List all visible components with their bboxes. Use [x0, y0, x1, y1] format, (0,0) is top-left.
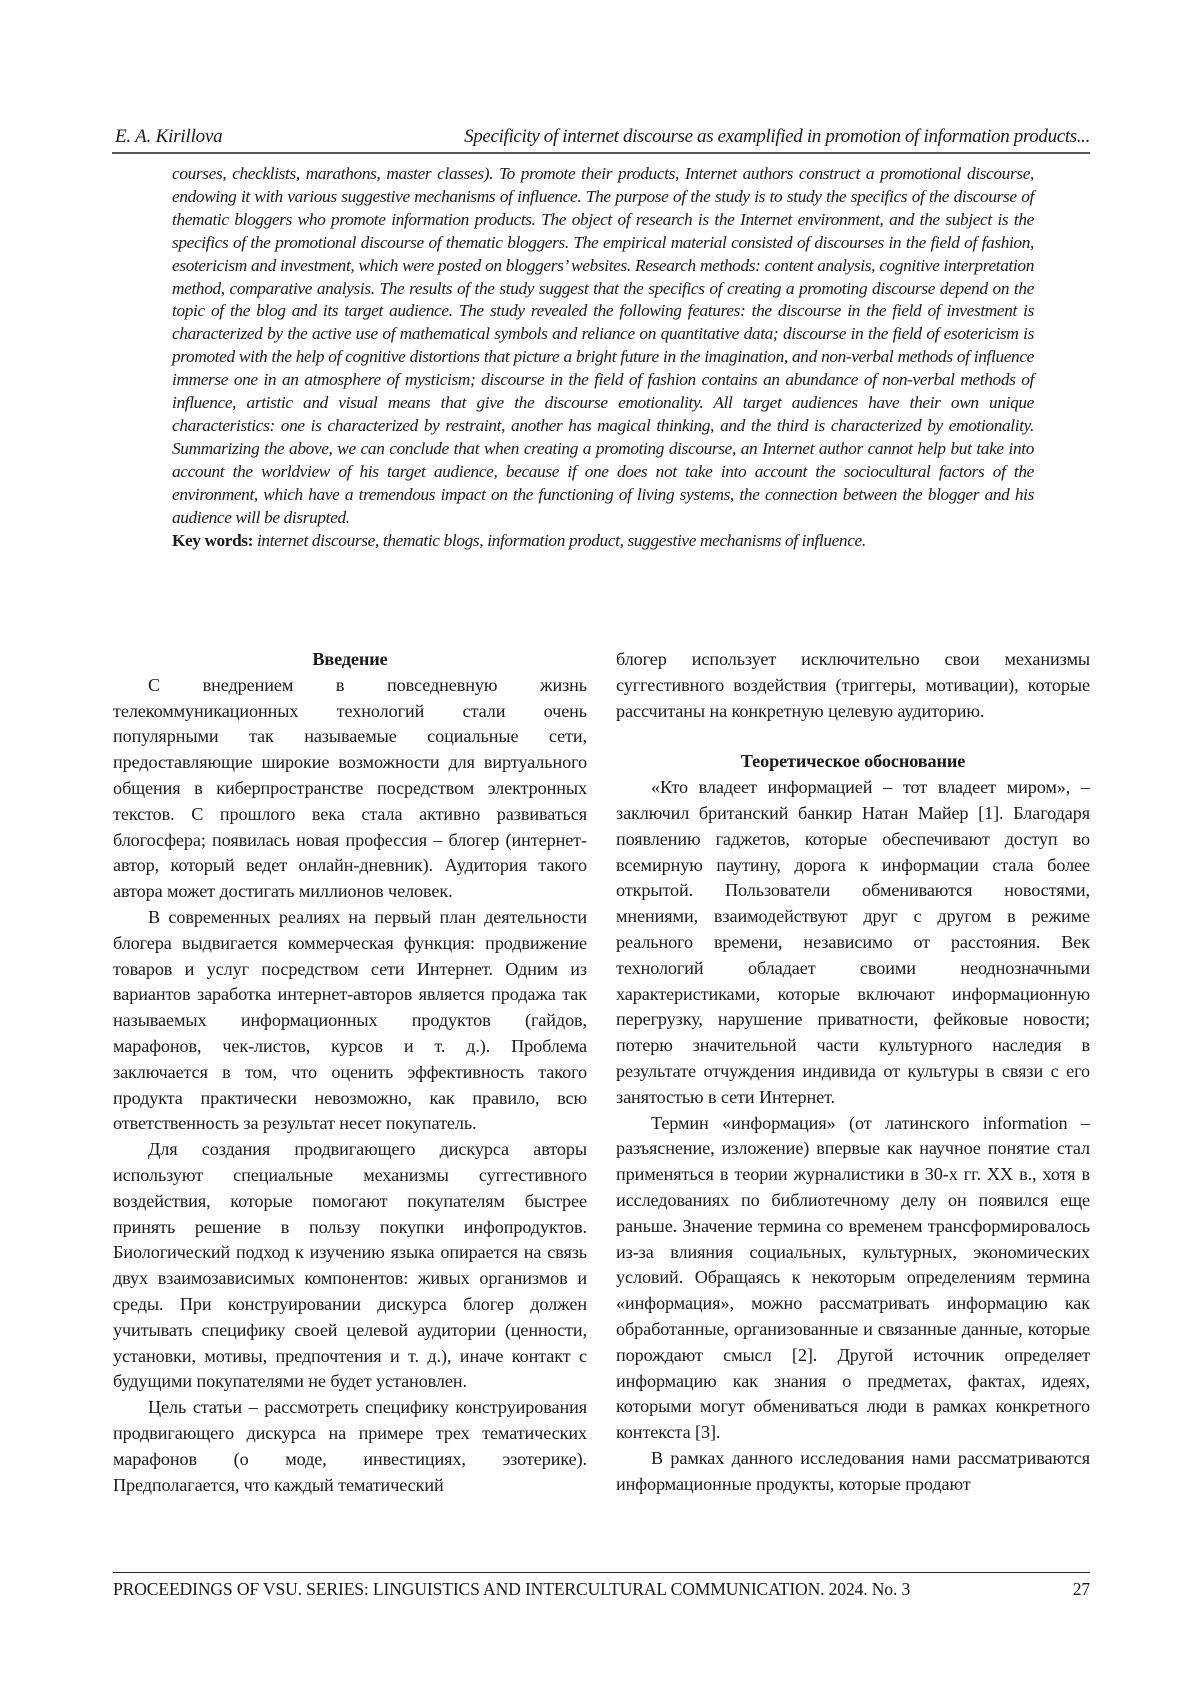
page-footer [113, 1572, 1090, 1599]
paragraph: Для создания продвигающего дискурса авторы используют специальные механизмы суггестивного воздействия, которые помогают покупателям быстрее принять решение в пользу покупки инфопродуктов. Биологический подход к изучению языка опирается на связь двух взаимозависимых компонентов: живых организмов и среды. При конструировании дискурса блогер должен учитывать специфику своей целевой аудитории (ценности, установки, мотивы, предпочтения и т. д.), иначе контакт с будущими покупателями не будет установлен. [113, 1139, 587, 1392]
journal-title: PROCEEDINGS OF VSU. SERIES: LINGUISTICS AND INTERCULTURAL COMMUNICATION. 2024. No. 3 [113, 1579, 911, 1599]
keywords-list: internet discourse, thematic blogs, information product, suggestive mechanisms of influence. [256, 530, 866, 550]
abstract [172, 163, 1034, 552]
keywords-label: Key words: [172, 530, 253, 550]
paragraph: Цель статьи – рассмотреть специфику конструирования продвигающего дискурса на примере трех тематических марафонов (о моде, инвестициях, эзотерике). Предполагается, что каждый тематический [113, 1397, 587, 1495]
running-head-author: E. A. Kirillova [115, 126, 223, 147]
page-number: 27 [1072, 1579, 1090, 1599]
running-head-title: Specificity of internet discourse as examplified in promotion of information products... [464, 126, 1090, 147]
section-heading-introduction: Введение [312, 649, 388, 669]
keywords [172, 530, 1034, 553]
paragraph: Термин «информация» (от латинского information – разъяснение, изложение) впервые как научное понятие стал применяться в теории журналистики в 30-х гг. XX в., хотя в исследованиях по библиотечному делу он появился еще раньше. Значение термина со временем трансформировалось из-за влияния социальных, культурных, экономических условий. Обращаясь к некоторым определениям термина «информация», можно рассматривать информацию как обработанные, организованные и связанные данные, которые порождают смысл [2]. Другой источник определяет информацию как знания о предметах, фактах, идеях, которыми могут обмениваться люди в рамках конкретного контекста [3]. [616, 1112, 1090, 1443]
right-column [616, 647, 1090, 1498]
paragraph: «Кто владеет информацией – тот владеет миром», – заключил британский банкир Натан Майер [1]. Благодаря появлению гаджетов, которые обеспечивают доступ во всемирную паутину, дорога к информации стала более открытой. Пользователи обмениваются новостями, мнениями, взаимодействуют друг с другом в режиме реального времени, независимо от расстояния. Век технологий обладает своими неоднозначными характеристиками, которые включают информационную перегрузку, нарушение приватности, фейковые новости; потерю значительной части культурного наследия в результате отчуждения индивида от культуры в связи с его занятостью в сети Интернет. [616, 777, 1090, 1107]
section-heading-theory: Теоретическое обоснование [740, 751, 966, 772]
paragraph: В рамках данного исследования нами рассматриваются информационные продукты, которые продают [616, 1447, 1090, 1494]
paragraph: В современных реалиях на первый план деятельности блогера выдвигается коммерческая функция: продвижение товаров и услуг посредством сети Интернет. Одним из вариантов заработка интернет-авторов является продажа так называемых информационных продуктов (гайдов, марафонов, чек-листов, курсов и т. д.). Проблема заключается в том, что оценить эффективность такого продукта практически невозможно, как правило, всю ответственность за результат несет покупатель. [113, 906, 587, 1134]
paragraph-continuation: блогер использует исключительно свои механизмы суггестивного воздействия (триггеры, мотивации), которые рассчитаны на конкретную целевую аудиторию. [616, 649, 1090, 721]
abstract-text: courses, checklists, marathons, master classes). To promote their products, Internet authors construct a promotional discourse, endowing it with various suggestive mechanisms of influence. The purpose of the study is to study the specifics of the discourse of thematic bloggers who promote information products. The object of research is the Internet environment, and the subject is the specifics of the promotional discourse of thematic bloggers. The empirical material consisted of discourses in the field of fashion, esotericism and investment, which were posted on bloggers’ websites. Research methods: content analysis, cognitive interpretation method, comparative analysis. The results of the study suggest that the specifics of creating a promoting discourse depend on the topic of the blog and its target audience. The study revealed the following features: the discourse in the field of investment is characterized by the active use of mathematical symbols and reliance on quantitative data; discourse in the field of esotericism is promoted with the help of cognitive distortions that picture a bright future in the imagination, and non-verbal methods of influence immerse one in an atmosphere of mysticism; discourse in the field of fashion contains an abundance of non-verbal methods of influence, artistic and visual means that give the discourse emotionality. All target audiences have their own unique characteristics: one is characterized by restraint, another has magical thinking, and the third is characterized by emotionality. Summarizing the above, we can conclude that when creating a promoting discourse, an Internet author cannot help but take into account the worldview of his target audience, because if one does not take into account the sociocultural factors of the environment, which have a tremendous impact on the functioning of living systems, the connection between the blogger and his audience will be disrupted. [172, 164, 1034, 527]
paragraph: С внедрением в повседневную жизнь телекоммуникационных технологий стали очень популярными так называемые социальные сети, предоставляющие широкие возможности для виртуального общения в киберпространстве посредством электронных текстов. С прошлого века стала активно развиваться блогосфера; появилась новая профессия – блогер (интернет-автор, который ведет онлайн-дневник). Аудитория такого автора может достигать миллионов человек. [113, 674, 587, 902]
running-head [112, 124, 1090, 154]
left-column [113, 647, 587, 1498]
